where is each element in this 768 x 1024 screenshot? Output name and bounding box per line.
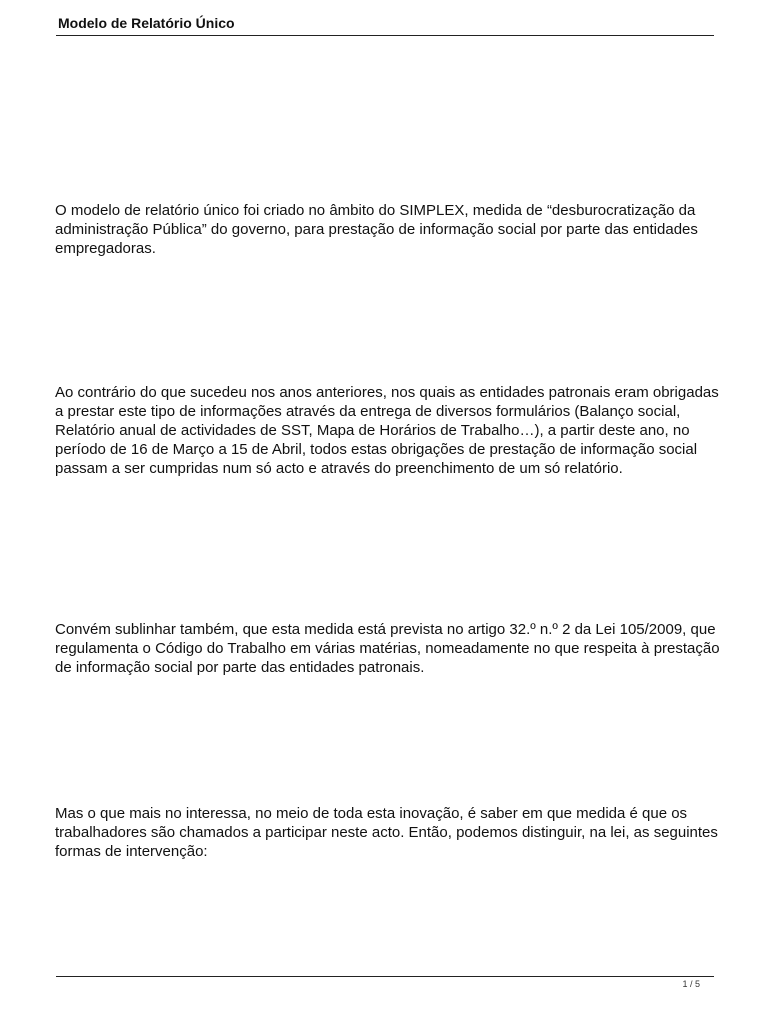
paragraph: Ao contrário do que sucedeu nos anos anteriores, nos quais as entidades patronais eram obrigadas a prestar este tipo de informações através da entrega de diversos formulários (Balanço social, Relatório anual de actividades de SST, Mapa de Horários de Trabalho…), a partir deste ano, no período de 16 de Março a 15 de Abril, todos estas obrigações de prestação de informação social passam a ser cumpridas num só acto e através do preenchimento de um só relatório.: [55, 384, 719, 477]
paragraph: Mas o que mais no interessa, no meio de toda esta inovação, é saber em que medida é que os trabalhadores são chamados a participar neste acto. Então, podemos distinguir, na lei, as seguintes formas de intervenção:: [55, 805, 718, 860]
paragraph: O modelo de relatório único foi criado no âmbito do SIMPLEX, medida de “desburocratização da administração Pública” do governo, para prestação de informação social por parte das entidades empregadoras.: [55, 202, 698, 257]
paragraph: Convém sublinhar também, que esta medida está prevista no artigo 32.º n.º 2 da Lei 105/2009, que regulamenta o Código do Trabalho em várias matérias, nomeadamente no que respeita à prestação de informação social por parte das entidades patronais.: [55, 621, 720, 676]
page-footer: [56, 976, 714, 993]
page-header: [56, 13, 714, 36]
page-number: 1 / 5: [682, 979, 700, 989]
document-title: Modelo de Relatório Único: [58, 15, 235, 31]
